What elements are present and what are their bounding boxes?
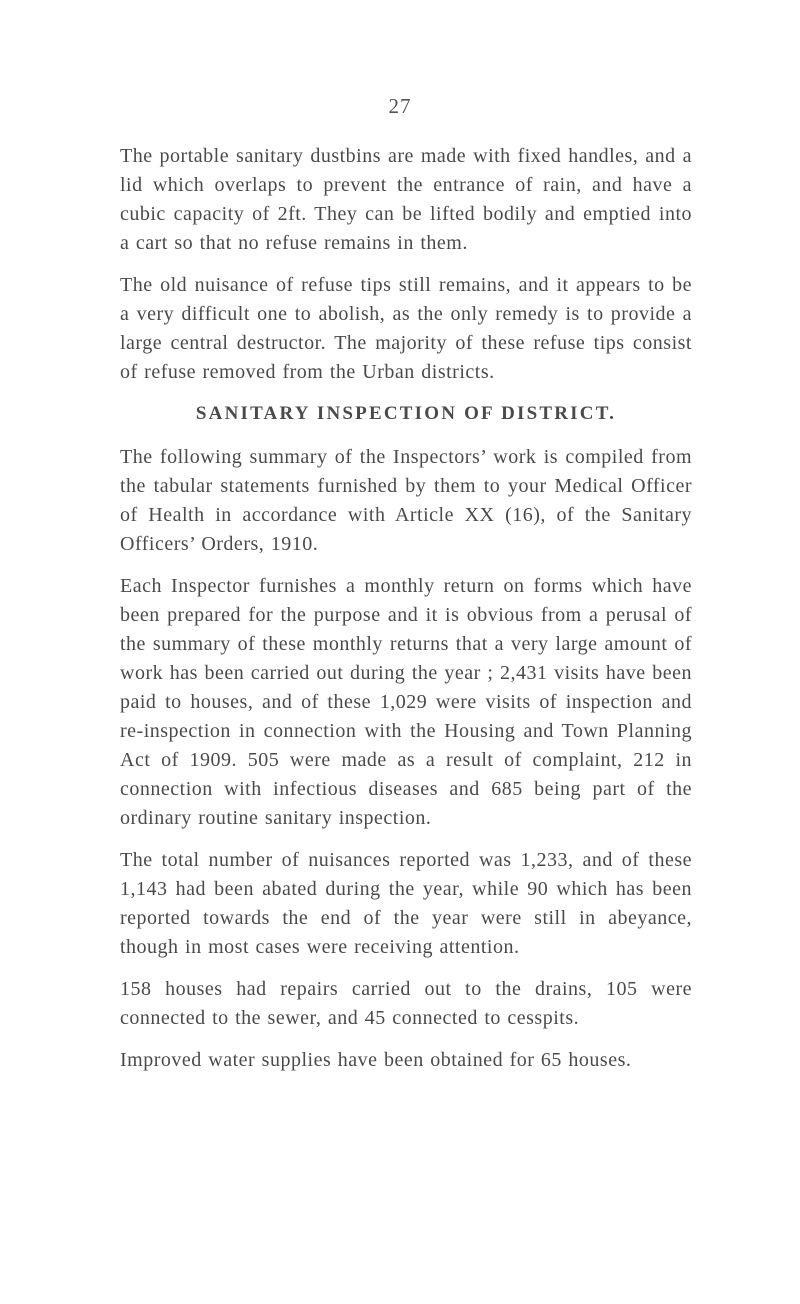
paragraph-summary: The following summary of the Inspectors’ work is compiled from the tabular statements furnished by them to your Medical Officer of Health in accordance with Article XX (16), of the Sanitary Officers’ Orders, 1910.	[120, 446, 692, 555]
page-number: 27	[388, 94, 412, 118]
paragraph-dustbins: The portable sanitary dustbins are made with fixed handles, and a lid which overlaps to prevent the entrance of rain, and have a cubic capacity of 2ft. They can be lifted bodily and emptied into a cart so that no refuse remains in them.	[120, 145, 692, 254]
paragraph-monthly-returns: Each Inspector furnishes a monthly return on forms which have been prepared for the purpose and it is obvious from a perusal of the summary of these monthly returns that a very large amount of work has been carried out during the year ; 2,431 visits have been paid to houses, and of these 1,029 were visits of inspection and re-inspection in connection with the Housing and Town Planning Act of 1909. 505 were made as a result of complaint, 212 in connection with infectious diseases and 685 being part of the ordinary routine sanitary inspection.	[120, 575, 692, 829]
section-heading: SANITARY INSPECTION OF DISTRICT.	[195, 403, 617, 424]
paragraph-drain-repairs: 158 houses had repairs carried out to the drains, 105 were connected to the sewer, and 45 connected to cesspits.	[120, 978, 692, 1029]
paragraph-nuisances: The total number of nuisances reported was 1,233, and of these 1,143 had been abated during the year, while 90 which has been reported towards the end of the year were still in abeyance, though in most cases were receiving attention.	[120, 849, 692, 958]
paragraph-water-supplies: Improved water supplies have been obtained for 65 houses.	[120, 1049, 632, 1071]
page-body	[120, 142, 692, 1088]
paragraph-refuse-tips: The old nuisance of refuse tips still remains, and it appears to be a very difficult one to abolish, as the only remedy is to provide a large central destructor. The majority of these refuse tips consist of refuse removed from the Urban districts.	[120, 274, 692, 383]
